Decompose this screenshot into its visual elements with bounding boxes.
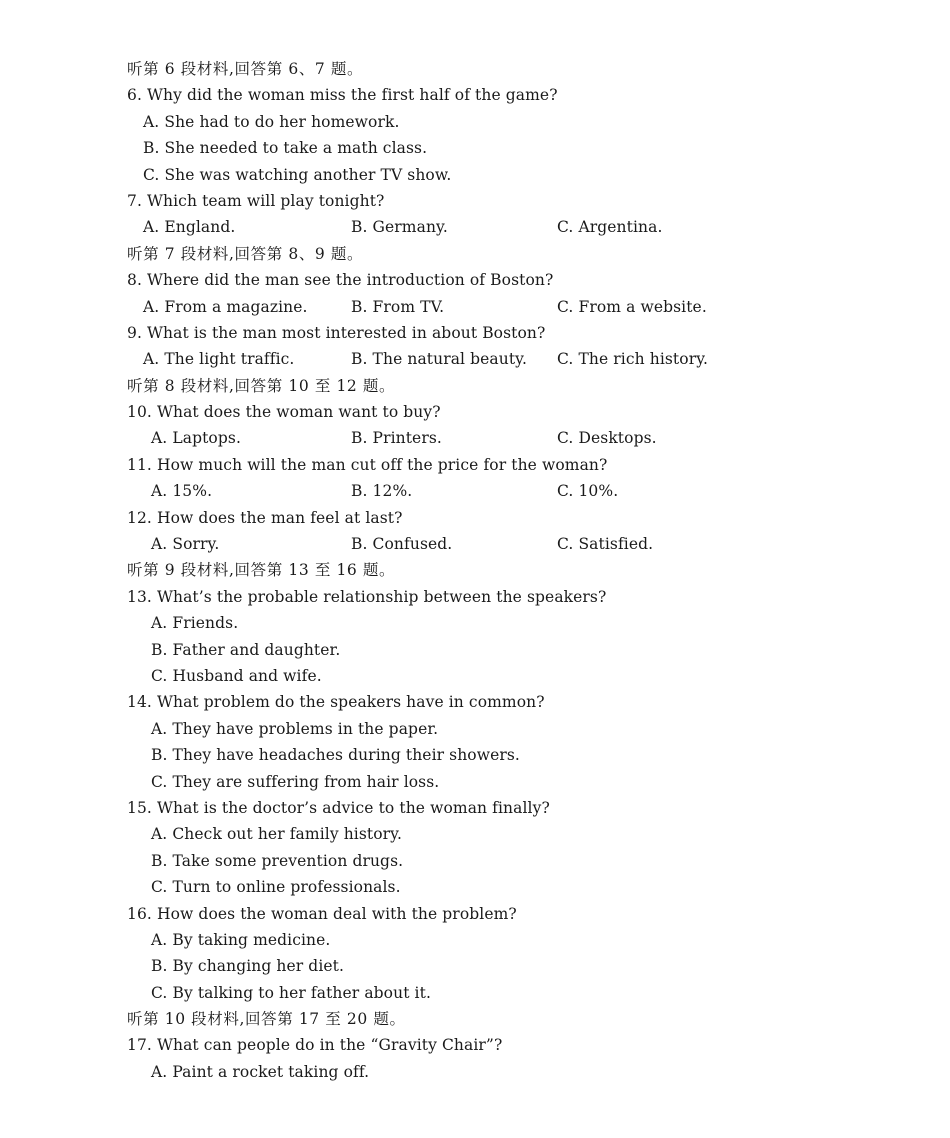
question: 8. Where did the man see the introduction of Boston? [127,271,554,290]
listening-section [127,56,847,1085]
question: 13. What’s the probable relationship between the speakers? [127,587,607,606]
answer-option: C. Argentina. [557,218,663,237]
answer-option: B. By changing her diet. [151,957,345,976]
answer-option: B. Printers. [351,429,442,448]
section-heading: 听第 8 段材料,回答第 10 至 12 题。 [127,376,396,395]
answer-option: A. Friends. [151,614,239,633]
answer-option: A. They have problems in the paper. [151,719,439,738]
question: 9. What is the man most interested in about Boston? [127,323,546,342]
answer-option: C. Turn to online professionals. [151,878,401,897]
answer-option: A. 15%. [151,482,213,501]
section-heading: 听第 10 段材料,回答第 17 至 20 题。 [127,1010,406,1029]
answer-option: B. 12%. [351,482,413,501]
question: 10. What does the woman want to buy? [127,403,441,422]
section-heading: 听第 9 段材料,回答第 13 至 16 题。 [127,561,396,580]
question: 11. How much will the man cut off the price for the woman? [127,455,608,474]
answer-option: B. She needed to take a math class. [143,139,428,158]
question: 6. Why did the woman miss the first half of the game? [127,86,558,105]
question: 17. What can people do in the “Gravity Chair”? [127,1036,503,1055]
answer-option: A. From a magazine. [143,297,308,316]
answer-option: C. By talking to her father about it. [151,983,431,1002]
answer-option: C. From a website. [557,297,707,316]
answer-options-row [127,478,847,504]
answer-option: A. By taking medicine. [151,930,331,949]
answer-option: C. Husband and wife. [151,666,322,685]
answer-option: A. Paint a rocket taking off. [151,1062,370,1081]
answer-option: A. England. [143,218,236,237]
answer-options-row [127,425,847,451]
section-heading: 听第 7 段材料,回答第 8、9 题。 [127,244,364,263]
question: 15. What is the doctor’s advice to the woman finally? [127,798,550,817]
section-heading: 听第 6 段材料,回答第 6、7 题。 [127,60,364,78]
answer-option: A. Laptops. [151,429,241,448]
question: 7. Which team will play tonight? [127,191,385,210]
answer-option: A. She had to do her homework. [143,112,400,131]
answer-option: B. They have headaches during their showers. [151,746,520,765]
question: 12. How does the man feel at last? [127,508,403,527]
answer-options-row [127,294,847,320]
answer-options-row [127,531,847,557]
answer-option: C. The rich history. [557,350,709,369]
answer-option: A. Sorry. [151,535,220,554]
answer-option: C. Desktops. [557,429,657,448]
answer-option: C. She was watching another TV show. [143,165,452,184]
answer-option: B. Confused. [351,535,453,554]
answer-option: B. Father and daughter. [151,640,341,659]
answer-option: C. Satisfied. [557,535,654,554]
answer-option: A. The light traffic. [143,350,295,369]
answer-option: B. From TV. [351,297,445,316]
answer-option: B. Take some prevention drugs. [151,851,404,870]
answer-option: C. They are suffering from hair loss. [151,772,440,791]
answer-options-row [127,346,847,372]
answer-option: A. Check out her family history. [151,825,402,844]
question: 16. How does the woman deal with the problem? [127,904,517,923]
answer-option: B. Germany. [351,218,448,237]
answer-option: B. The natural beauty. [351,350,528,369]
answer-option: C. 10%. [557,482,619,501]
question: 14. What problem do the speakers have in common? [127,693,545,712]
answer-options-row [127,214,847,240]
